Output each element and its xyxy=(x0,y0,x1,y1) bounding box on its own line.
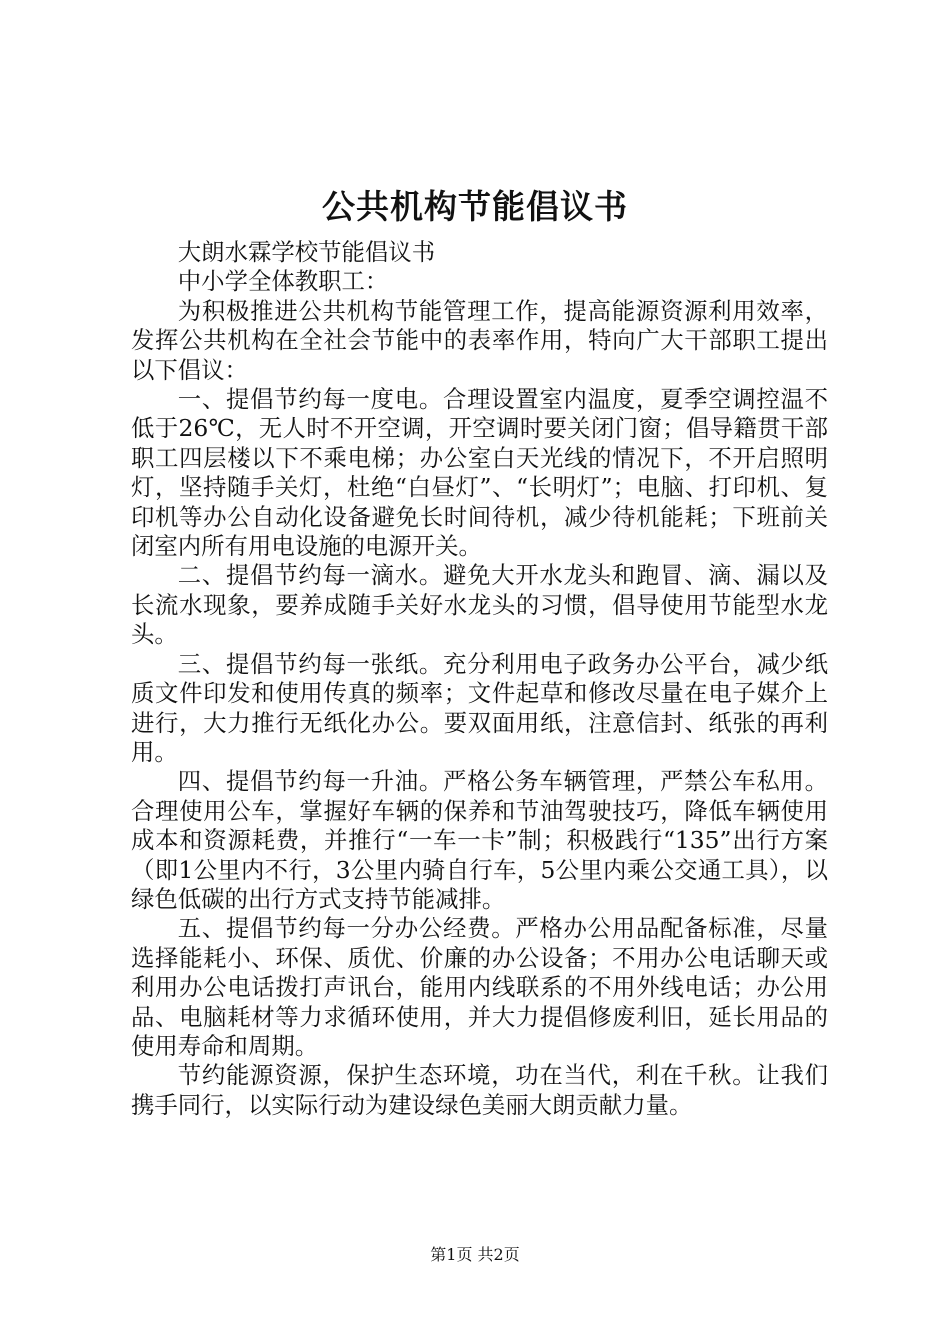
paragraph-salutation: 中小学全体教职工： xyxy=(177,267,389,296)
paragraph-intro: 为积极推进公共机构节能管理工作，提高能源资源利用效率，发挥公共机构在全社会节能中的表率作用，特向广大干部职工提出以下倡议： xyxy=(131,296,828,384)
paragraph-electricity: 一、提倡节约每一度电。合理设置室内温度，夏季空调控温不低于26℃，无人时不开空调，开空调时要关闭门窗；倡导籍贯干部职工四层楼以下不乘电梯；办公室白天光线的情况下，不开启照明灯，坚持随手关灯，杜绝“白昼灯”、“长明灯”；电脑、打印机、复印机等办公自动化设备避免长时间待机，减少待机能耗；下班前关闭室内所有用电设施的电源开关。 xyxy=(131,385,828,561)
paragraph-office-funds: 五、提倡节约每一分办公经费。严格办公用品配备标准，尽量选择能耗小、环保、质优、价廉的办公设备；不用办公电话聊天或利用办公电话拨打声讯台，能用内线联系的不用外线电话；办公用品、电脑耗材等力求循环使用，并大力提倡修废利旧，延长用品的使用寿命和周期。 xyxy=(131,914,828,1060)
paragraph-school-heading: 大朗水霖学校节能倡议书 xyxy=(177,238,436,266)
paragraph-water: 二、提倡节约每一滴水。避免大开水龙头和跑冒、滴、漏以及长流水现象，要养成随手关好水龙头的习惯，倡导使用节能型水龙头。 xyxy=(131,561,828,649)
page-title: 公共机构节能倡议书 xyxy=(322,187,628,226)
paragraph-paper: 三、提倡节约每一张纸。充分利用电子政务办公平台，减少纸质文件印发和使用传真的频率；文件起草和修改尽量在电子媒介上进行，大力推行无纸化办公。要双面用纸，注意信封、纸张的再利用。 xyxy=(131,649,828,766)
paragraph-fuel: 四、提倡节约每一升油。严格公务车辆管理，严禁公车私用。合理使用公车，掌握好车辆的保养和节油驾驶技巧，降低车辆使用成本和资源耗费，并推行“一车一卡”制；积极践行“135”出行方案（即1公里内不行，3公里内骑自行车，5公里内乘公交通工具），以绿色低碳的出行方式支持节能减排。 xyxy=(131,767,828,913)
paragraph-closing: 节约能源资源，保护生态环境，功在当代，利在千秋。让我们携手同行，以实际行动为建设绿色美丽大朗贡献力量。 xyxy=(131,1061,828,1119)
page-number-footer: 第1页 共2页 xyxy=(430,1245,520,1264)
document-body xyxy=(131,238,828,1120)
